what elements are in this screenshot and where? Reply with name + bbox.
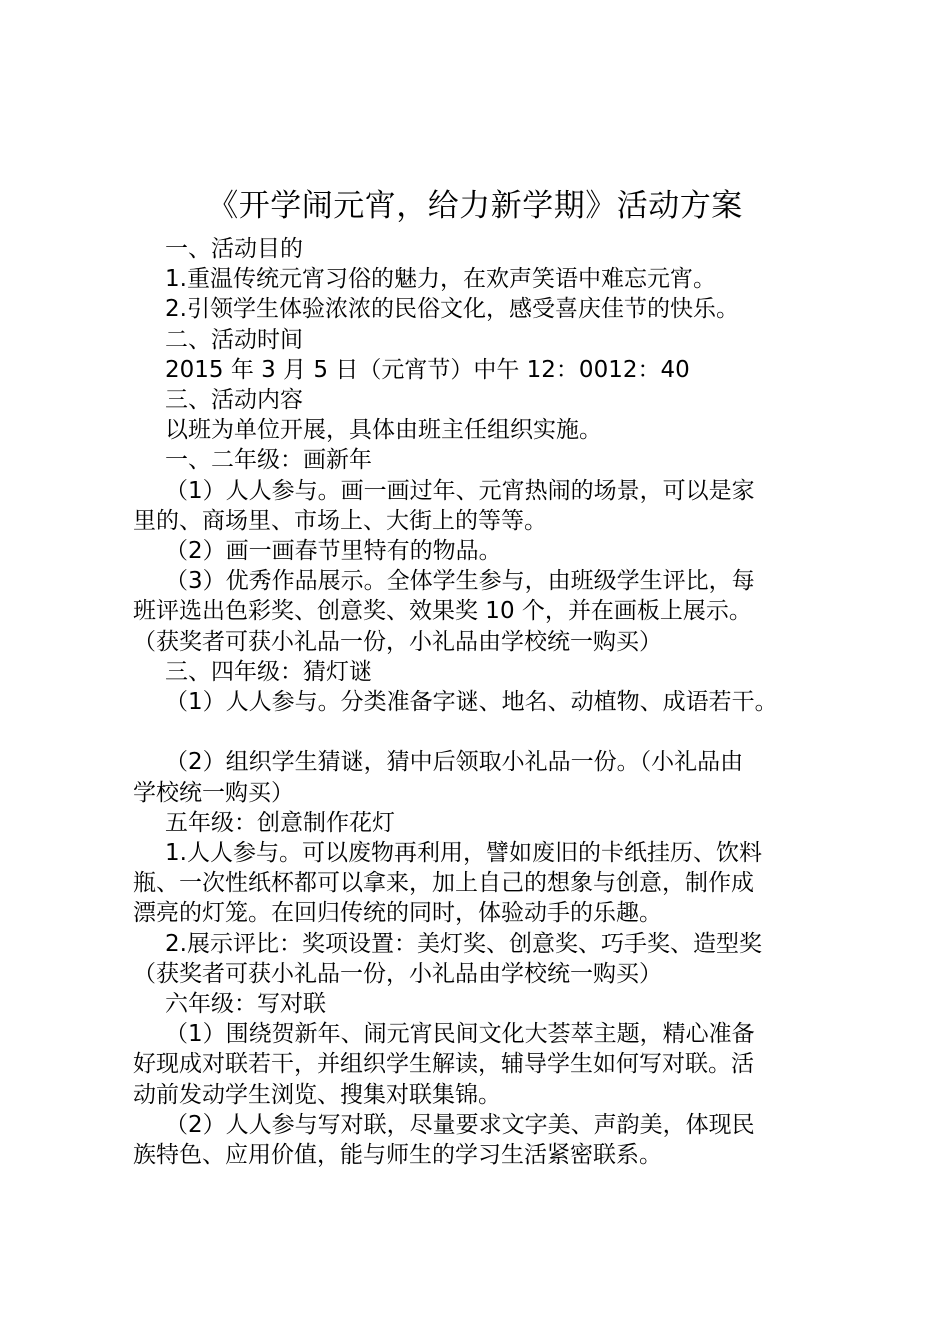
paragraph-line: （1）人人参与。分类准备字谜、地名、动植物、成语若干。 <box>165 689 778 716</box>
paragraph-line: （1）人人参与。画一画过年、元宵热闹的场景，可以是家 <box>165 477 755 504</box>
purpose-item-1: 1.重温传统元宵习俗的魅力，在欢声笑语中难忘元宵。 <box>165 266 716 293</box>
blank-line <box>133 717 833 747</box>
document-title: 《开学闹元宵，给力新学期》活动方案 <box>207 188 743 224</box>
paragraph-line: （获奖者可获小礼品一份，小礼品由学校统一购买） <box>133 960 662 987</box>
paragraph-line: 动前发动学生浏览、搜集对联集锦。 <box>133 1081 501 1108</box>
paragraph-line: （1）围绕贺新年、闹元宵民间文化大荟萃主题，精心准备 <box>165 1021 755 1048</box>
paragraph-line: 族特色、应用价值，能与师生的学习生活紧密联系。 <box>133 1142 662 1169</box>
activity-time: 2015 年 3 月 5 日（元宵节）中午 12：0012：40 <box>165 356 690 383</box>
paragraph-line: （2）组织学生猜谜，猜中后领取小礼品一份。（小礼品由 <box>165 749 744 776</box>
paragraph-line: （获奖者可获小礼品一份，小礼品由学校统一购买） <box>133 628 662 655</box>
purpose-item-2: 2.引领学生体验浓浓的民俗文化，感受喜庆佳节的快乐。 <box>165 296 739 323</box>
paragraph-line: （2）人人参与写对联，尽量要求文字美、声韵美，体现民 <box>165 1111 755 1138</box>
section-heading-content: 三、活动内容 <box>165 387 303 414</box>
paragraph-line: 瓶、一次性纸杯都可以拿来，加上自己的想象与创意，制作成 <box>133 870 754 897</box>
section-heading-purpose: 一、活动目的 <box>165 236 303 262</box>
paragraph-line: 漂亮的灯笼。在回归传统的同时，体验动手的乐趣。 <box>133 900 662 927</box>
paragraph-line: 学校统一购买） <box>133 779 294 806</box>
paragraph-line: 好现成对联若干，并组织学生解读，辅导学生如何写对联。活 <box>133 1051 754 1078</box>
content-intro: 以班为单位开展，具体由班主任组织实施。 <box>165 417 602 444</box>
paragraph-line: 1.人人参与。可以废物再利用，譬如废旧的卡纸挂历、饮料 <box>165 840 762 867</box>
document-body <box>133 234 833 1170</box>
grade-heading-5: 五年级：创意制作花灯 <box>165 809 395 836</box>
paragraph-line: 里的、商场里、市场上、大街上的等等。 <box>133 507 547 534</box>
grade-heading-1-2: 一、二年级：画新年 <box>165 447 372 474</box>
paragraph-line: （3）优秀作品展示。全体学生参与，由班级学生评比，每 <box>165 568 755 595</box>
paragraph-line: （2）画一画春节里特有的物品。 <box>165 538 502 565</box>
grade-heading-3-4: 三、四年级：猜灯谜 <box>165 658 372 685</box>
paragraph-line: 班评选出色彩奖、创意奖、效果奖 10 个，并在画板上展示。 <box>133 598 752 625</box>
grade-heading-6: 六年级：写对联 <box>165 991 326 1018</box>
section-heading-time: 二、活动时间 <box>165 326 303 353</box>
paragraph-line: 2.展示评比：奖项设置：美灯奖、创意奖、巧手奖、造型奖 <box>165 930 762 957</box>
